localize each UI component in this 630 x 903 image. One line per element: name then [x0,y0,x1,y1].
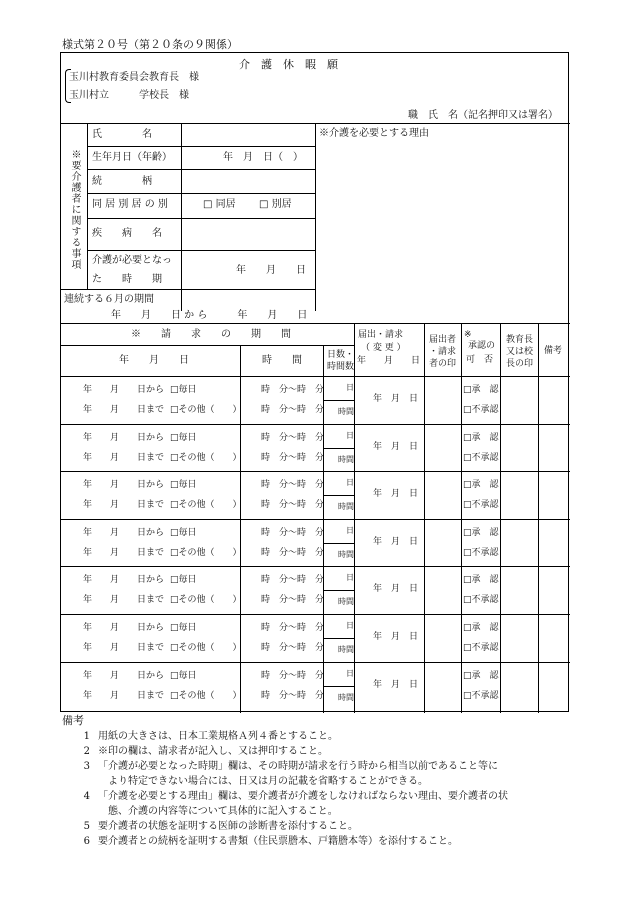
report-header-2: （ 変 更 ） [361,343,406,353]
daily-checkbox[interactable]: □毎日 [170,527,197,538]
remark-text: 「介護が必要となった時期」欄は、その時期が請求を行う時から相当以前であること等に [98,761,498,772]
report-header-1: 届出・請求 [358,330,404,340]
stamp-header-3: 者の印 [429,359,457,369]
daily-checkbox[interactable]: □毎日 [170,480,197,491]
row-divider [61,662,570,663]
row-time-from: 時 分～時 分 [261,480,325,491]
date-column-header: 年 月 日 [119,355,189,366]
days-hours-divider [323,495,354,496]
days-hours-divider [323,686,354,687]
row-from-date: 年 月 日から [83,527,165,538]
other-checkbox[interactable]: □その他（ ） [170,547,242,558]
reason-label: ※介護を必要とする理由 [319,128,429,139]
row-from-date: 年 月 日から [83,432,165,443]
remarks-section [62,714,562,849]
row-report-date: 年 月 日 [373,489,419,500]
remark-text: ※印の欄は、請求者が記入し、又は押印すること。 [98,746,328,757]
separate-checkbox[interactable]: □ 別居 [259,199,292,210]
row-from-date: 年 月 日から [83,623,165,633]
remark-item [62,759,562,774]
day-unit: 日 [346,478,354,488]
row-report-date: 年 月 日 [373,632,419,642]
days-column-header-2: 時間数 [327,362,355,372]
row-to-date: 年 月 日まで [83,690,165,701]
reject-checkbox[interactable]: □不承認 [463,690,499,701]
hour-unit: 時間 [338,645,354,654]
hour-unit: 時間 [338,454,354,464]
row-from-date: 年 月 日から [83,575,165,586]
row-time-from: 時 分～時 分 [261,432,325,443]
row-time-to: 時 分～時 分 [261,643,325,653]
reject-checkbox[interactable]: □不承認 [463,547,499,558]
request-period-header: ※ 請 求 の 期 間 [131,329,291,340]
approve-checkbox[interactable]: □承 認 [463,432,499,443]
remark-number: 3 [83,761,90,772]
other-checkbox[interactable]: □その他（ ） [170,690,242,701]
remark-text: 「介護を必要とする理由」欄は、要介護者が介護をしなければならない理由、要介護者の状 [98,791,508,802]
row-to-date: 年 月 日まで [83,595,165,606]
applicant-label: 職 氏 名（記名押印又は署名） [408,110,558,121]
row-to-date: 年 月 日まで [83,643,165,653]
days-hours-divider [323,448,354,449]
section-label-cared-person: ※要介護者に関する事項 [69,149,80,270]
row-report-date: 年 月 日 [373,679,419,690]
need-time-label-2: た 時 期 [92,274,162,285]
remark-text: 要介護者との続柄を証明する書類（住民票謄本、戸籍謄本等）を添付すること。 [98,836,458,847]
remark-item [62,729,562,744]
stamp-header-1: 届出者 [429,335,457,345]
remark-number: 6 [83,836,90,847]
stamp-header-2: ・請求 [429,347,457,357]
other-checkbox[interactable]: □その他（ ） [170,405,242,415]
need-time-value: 年 月 日 [236,265,306,276]
other-checkbox[interactable]: □その他（ ） [170,452,242,463]
row-divider [61,471,570,472]
hour-unit: 時間 [338,407,354,416]
day-unit: 日 [346,621,354,630]
row-time-to: 時 分～時 分 [261,500,325,511]
hour-unit: 時間 [338,597,354,607]
remark-text: より特定できない場合には、日又は月の記載を省略することができる。 [108,776,428,787]
form-title: 介 護 休 暇 願 [239,58,338,71]
row-from-date: 年 月 日から [83,670,165,681]
day-unit: 日 [346,573,354,583]
other-checkbox[interactable]: □その他（ ） [170,500,242,511]
reject-checkbox[interactable]: □不承認 [463,595,499,606]
day-unit: 日 [346,525,354,535]
row-divider [61,519,570,520]
remark-number: 4 [83,791,90,802]
day-unit: 日 [346,430,354,440]
row-divider [61,566,570,567]
remark-number: 1 [83,731,90,742]
remark-item [62,789,562,804]
row-time-to: 時 分～時 分 [261,405,325,415]
row-report-date: 年 月 日 [373,536,419,547]
days-column-header-1: 日数・ [327,350,355,360]
approval-header-2: 承認の [468,341,496,351]
reject-checkbox[interactable]: □不承認 [463,500,499,511]
remarks-column-header: 備考 [544,346,563,356]
row-time-from: 時 分～時 分 [261,385,325,395]
remark-item [62,744,562,759]
row-time-from: 時 分～時 分 [261,527,325,538]
row-to-date: 年 月 日まで [83,452,165,463]
row-report-date: 年 月 日 [373,584,419,595]
row-time-to: 時 分～時 分 [261,595,325,606]
row-report-date: 年 月 日 [373,441,419,452]
remark-number: 2 [83,746,90,757]
row-time-to: 時 分～時 分 [261,547,325,558]
row-report-date: 年 月 日 [373,394,419,404]
remark-item [62,804,562,819]
reject-checkbox[interactable]: □不承認 [463,405,499,415]
cohabitation-label: 同 居 別 居 の 別 [92,199,168,210]
remark-text: 態、介護の内容等について具体的に記入すること。 [108,806,338,817]
time-column-header: 時 間 [262,355,302,366]
days-hours-divider [323,400,354,401]
approval-header-3: 可 否 [466,355,494,365]
daily-checkbox[interactable]: □毎日 [170,575,197,586]
addressee-principal: 玉川村立 学校長 様 [69,90,189,101]
row-time-to: 時 分～時 分 [261,690,325,701]
daily-checkbox[interactable]: □毎日 [170,670,197,681]
remark-text: 用紙の大きさは、日本工業規格Ａ列４番とすること。 [98,731,338,742]
approve-checkbox[interactable]: □承 認 [463,623,499,633]
remarks-title: 備考 [62,714,84,727]
row-from-date: 年 月 日から [83,480,165,491]
form-number: 様式第２０号（第２０条の９関係） [62,38,238,51]
remark-item [62,819,562,834]
approve-checkbox[interactable]: □承 認 [463,385,499,395]
hour-unit: 時間 [338,549,354,559]
relationship-label: 続 柄 [92,176,152,187]
name-label: 氏 名 [92,129,152,140]
period-label: 連続する６月の期間 [64,294,154,305]
report-header-3: 年 月 日 [357,356,421,366]
days-hours-divider [323,638,354,639]
row-to-date: 年 月 日まで [83,547,165,558]
daily-checkbox[interactable]: □毎日 [170,385,197,395]
period-value: 年 月 日 か ら 年 月 日 [111,310,308,321]
birthdate-value: 年 月 日（ ） [223,152,303,163]
days-hours-divider [323,590,354,591]
principal-header-2: 又は校 [506,347,534,357]
row-time-from: 時 分～時 分 [261,623,325,633]
other-checkbox[interactable]: □その他（ ） [170,643,242,653]
reject-checkbox[interactable]: □不承認 [463,452,499,463]
cohabit-checkbox[interactable]: □ 同居 [203,199,236,210]
row-time-from: 時 分～時 分 [261,575,325,586]
remark-item [62,834,562,849]
days-hours-divider [323,543,354,544]
disease-label: 疾 病 名 [92,228,162,239]
approve-checkbox[interactable]: □承 認 [463,575,499,586]
reject-checkbox[interactable]: □不承認 [463,643,499,653]
row-divider [61,614,570,615]
hour-unit: 時間 [338,502,354,512]
day-unit: 日 [346,668,354,678]
row-from-date: 年 月 日から [83,385,165,395]
addressee-superintendent: 玉川村教育委員会教育長 様 [69,72,199,83]
remark-item [62,774,562,789]
daily-checkbox[interactable]: □毎日 [170,623,197,633]
row-time-to: 時 分～時 分 [261,452,325,463]
row-to-date: 年 月 日まで [83,405,165,415]
day-unit: 日 [346,383,354,392]
approve-checkbox[interactable]: □承 認 [463,670,499,681]
hour-unit: 時間 [338,692,354,702]
application-form [60,52,569,712]
remark-number: 5 [83,821,90,832]
row-to-date: 年 月 日まで [83,500,165,511]
need-time-label-1: 介護が必要となっ [92,255,172,266]
daily-checkbox[interactable]: □毎日 [170,432,197,443]
remark-text: 要介護者の状態を証明する医師の診断書を添付すること。 [98,821,358,832]
row-time-from: 時 分～時 分 [261,670,325,681]
principal-header-1: 教育長 [506,335,534,345]
approve-checkbox[interactable]: □承 認 [463,480,499,491]
other-checkbox[interactable]: □その他（ ） [170,595,242,606]
principal-header-3: 長の印 [506,359,534,369]
row-divider [61,424,570,425]
birthdate-label: 生年月日（年齢） [92,152,172,163]
approval-header-1: ※ [464,330,472,340]
approve-checkbox[interactable]: □承 認 [463,527,499,538]
